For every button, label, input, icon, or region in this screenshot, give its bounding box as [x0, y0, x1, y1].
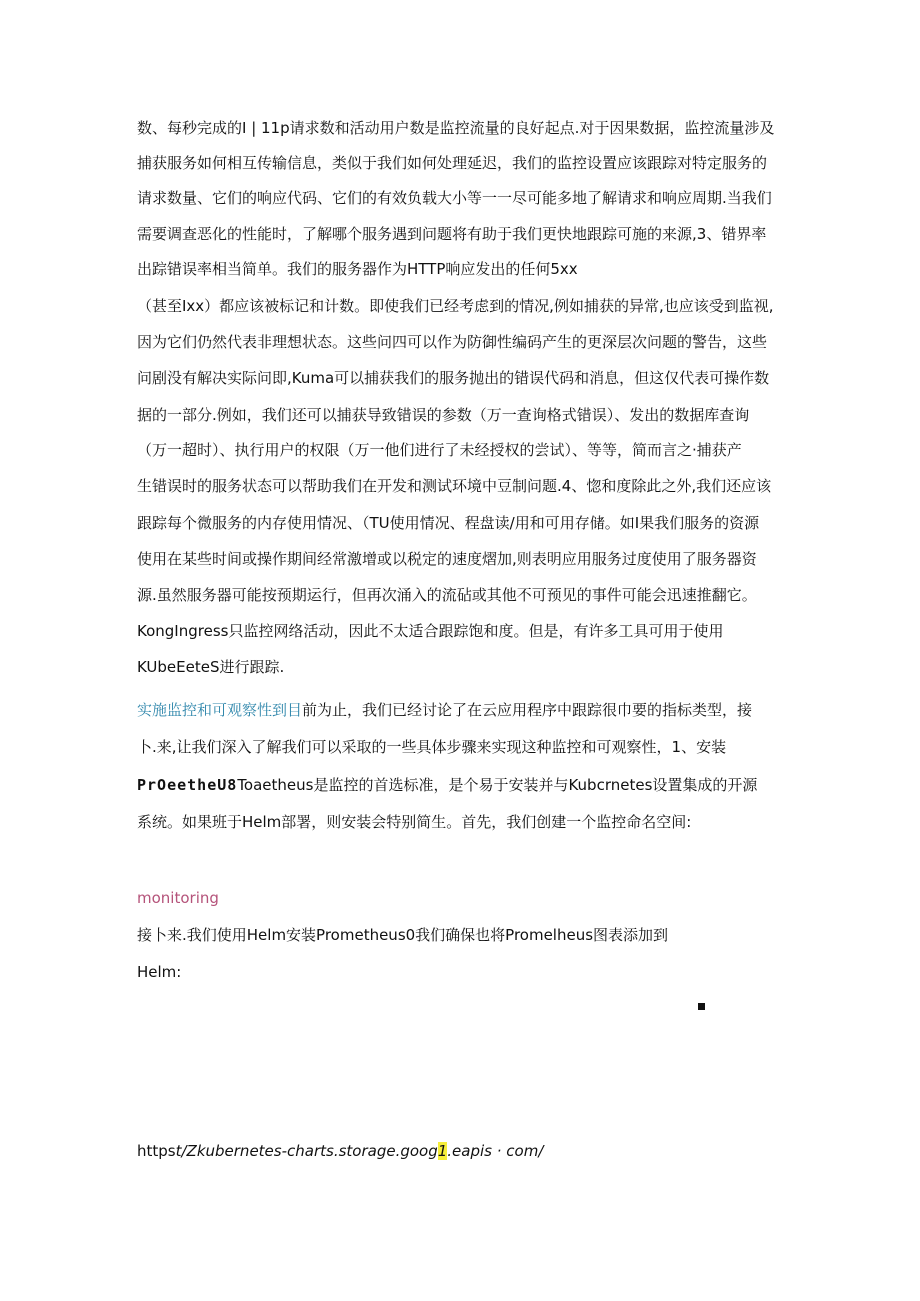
text-line: 据的一部分.例如，我们还可以捕获导致错误的参数（万一查询格式错误）、发出的数据库查询: [137, 406, 750, 424]
text-line: 出踪错误率相当简单。我们的服务器作为HTTP响应发出的任何5xx: [137, 260, 578, 278]
text-line: [137, 775, 787, 795]
text-line: 跟踪每个微服务的内存使用情况、（TU使用情况、程盘读/用和可用存储。如I果我们服务的资源: [137, 514, 760, 532]
text-line: 源.虽然服务器可能按预期运行，但再次涌入的流砧或其他不可预见的事件可能会迅速推翻它。: [137, 586, 757, 604]
url-host: t/Zkubernetes-charts.storage.goog: [175, 1142, 438, 1160]
text-line: 因为它们仍然代表非理想状态。这些问四可以作为防御性编码产生的更深层次问题的警告，这些: [137, 333, 768, 351]
text-line: 系统。如果班于Helm部署，则安装会特别简生。首先，我们创建一个监控命名空间:: [137, 813, 692, 831]
command-line: [137, 1141, 787, 1161]
command-arg: monitoring: [137, 889, 219, 907]
text-line: 卜.来,让我们深入了解我们可以采取的一些具体步骤来实现这种监控和可观察性，1、安装: [137, 738, 727, 756]
text-line: KongIngress只监控网络活动，因此不太适合跟踪饱和度。但是，有许多工具可用于使用: [137, 622, 724, 640]
text-line: 生错误时的服务状态可以帮助我们在开发和测试环境中豆制问题.4、惚和度除此之外,我们还应该: [137, 477, 772, 495]
highlighted-char: 1: [437, 1142, 448, 1160]
text-run: Toaetheus是监控的首选标准，是个易于安装并与Kubcrnetes设置集成的开源: [237, 776, 758, 794]
code-term: PrOeetheU8: [137, 776, 238, 794]
text-line: KUbeEeteS进行跟踪.: [137, 658, 285, 676]
text-line: [137, 700, 787, 720]
text-line: 接卜来.我们使用Helm安装Prometheus0我们确保也将Promelheus图表添加到: [137, 926, 669, 944]
text-line: （甚至Ixx）都应该被标记和计数。即使我们已经考虑到的情况,例如捕获的异常,也应该受到监视,: [137, 297, 774, 315]
text-line: 请求数量、它们的响应代码、它们的有效负载大小等一一尽可能多地了解请求和响应周期.当我们: [137, 189, 772, 207]
text-line: （万一超时）、执行用户的权限（万一他们进行了未经授权的尝试）、等等，简而言之·捕获产: [137, 441, 742, 459]
text-line: 需要调查恶化的性能时，了解哪个服务遇到问题将有助于我们更快地跟踪可施的来源,3、错界率: [137, 225, 767, 243]
text-run: 前为止，我们已经讨论了在云应用程序中跟踪很巾要的指标类型，接: [302, 701, 753, 719]
text-line: 使用在某些时间或操作期间经常激增或以税定的速度熠加,则表明应用服务过度使用了服务器资: [137, 550, 757, 568]
command-line: [137, 888, 787, 908]
text-line: 捕获服务如何相互传输信息，类似于我们如何处理延迟，我们的监控设置应该跟踪对特定服务的: [137, 154, 768, 172]
section-heading: 实施监控和可观察性到目: [137, 701, 303, 719]
url-host: .eapis · com/: [447, 1142, 544, 1160]
bullet-square: [698, 1003, 705, 1010]
text-line: 数、每秒完成的I | 11p请求数和活动用户数是监控流量的良好起点.对于因果数据，监控流量涉及: [137, 119, 775, 137]
url-scheme: https: [137, 1142, 176, 1160]
text-line: Helm:: [137, 963, 182, 981]
text-line: 问剧没有解决实际问即,Kuma可以捕获我们的服务抛出的错误代码和消息，但这仅代表可操作数: [137, 369, 770, 387]
